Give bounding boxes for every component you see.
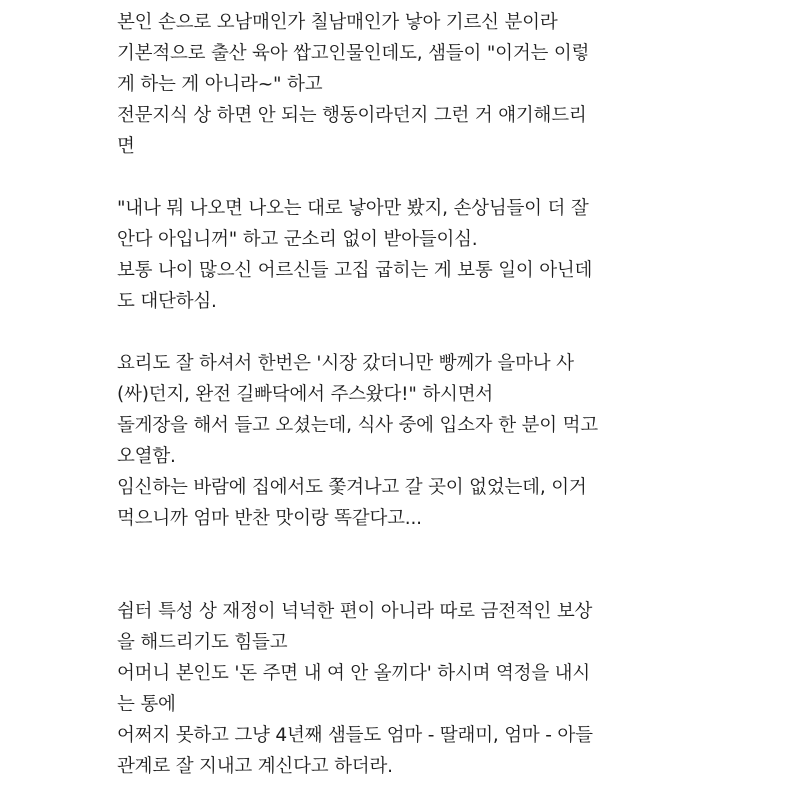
paragraph-spacer	[117, 534, 717, 565]
text-line: 면	[117, 136, 135, 157]
paragraph-3	[117, 348, 717, 534]
post-body	[117, 7, 717, 782]
text-line: 오열함.	[117, 446, 176, 467]
text-line: 는 통에	[117, 694, 176, 715]
text-line: (싸)던지, 완전 길빠닥에서 주스왔다!" 하시면서	[117, 384, 494, 405]
paragraph-1	[117, 7, 717, 162]
text-line: "내나 뭐 나오면 나오는 대로 낳아만 봤지, 손상님들이 더 잘	[117, 198, 589, 219]
text-line: 본인 손으로 오남매인가 칠남매인가 낳아 기르신 분이라	[117, 12, 558, 33]
text-line: 임신하는 바람에 집에서도 쫓겨나고 갈 곳이 없었는데, 이거	[117, 477, 587, 498]
text-line: 게 하는 게 아니라~" 하고	[117, 74, 323, 95]
text-line: 돌게장을 해서 들고 오셨는데, 식사 중에 입소자 한 분이 먹고	[117, 415, 598, 436]
text-line: 을 해드리기도 힘들고	[117, 632, 288, 653]
text-line: 전문지식 상 하면 안 되는 행동이라던지 그런 거 얘기해드리	[117, 105, 587, 126]
text-line: 보통 나이 많으신 어르신들 고집 굽히는 게 보통 일이 아닌데	[117, 260, 593, 281]
text-line: 쉼터 특성 상 재정이 넉넉한 편이 아니라 따로 금전적인 보상	[117, 601, 593, 622]
paragraph-spacer	[117, 317, 717, 348]
paragraph-spacer	[117, 162, 717, 193]
paragraph-spacer	[117, 565, 717, 596]
text-line: 기본적으로 출산 육아 쌉고인물인데도, 샘들이 "이거는 이렇	[117, 43, 590, 64]
text-line: 관계로 잘 지내고 계신다고 하더라.	[117, 756, 393, 777]
text-line: 먹으니까 엄마 반찬 맛이랑 똑같다고...	[117, 508, 422, 529]
paragraph-4	[117, 596, 717, 782]
text-line: 어쩌지 못하고 그냥 4년째 샘들도 엄마 - 딸래미, 엄마 - 아들	[117, 725, 593, 746]
text-line: 도 대단하심.	[117, 291, 217, 312]
text-line: 어머니 본인도 '돈 주면 내 여 안 올끼다' 하시며 역정을 내시	[117, 663, 591, 684]
text-line: 안다 아입니꺼" 하고 군소리 없이 받아들이심.	[117, 229, 478, 250]
paragraph-2	[117, 193, 717, 317]
text-line: 요리도 잘 하셔서 한번은 '시장 갔더니만 빵께가 을마나 사	[117, 353, 574, 374]
